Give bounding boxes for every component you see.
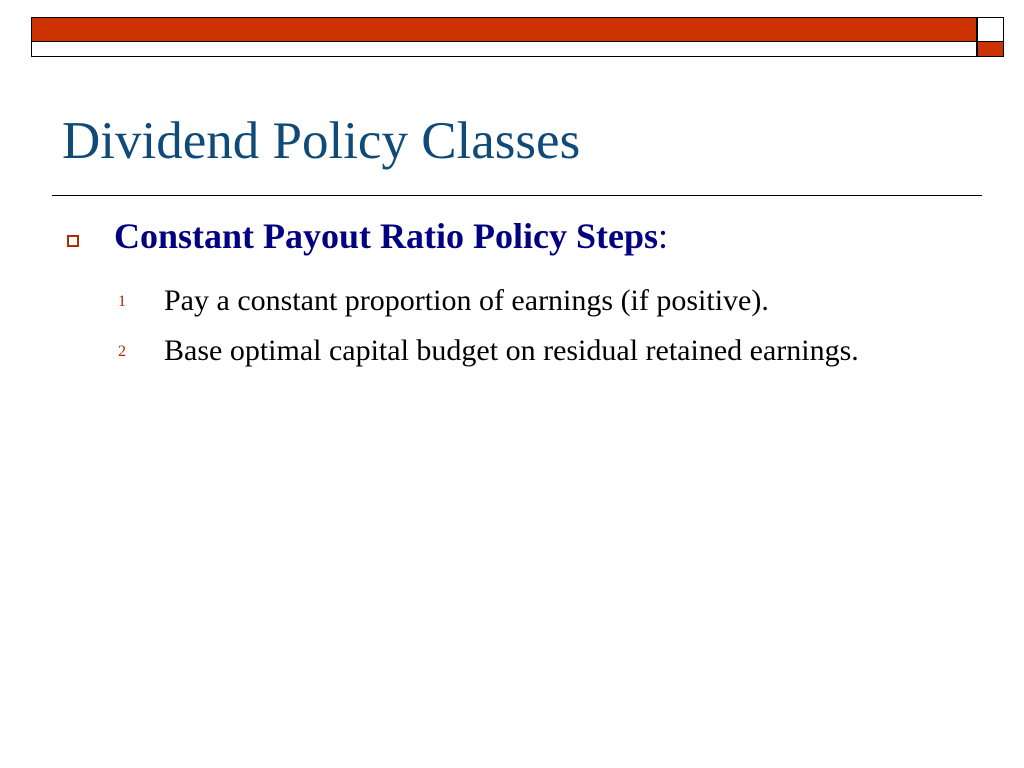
step-text: Pay a constant proportion of earnings (if positive). bbox=[164, 284, 769, 317]
bullet-heading-label: Constant Payout Ratio Policy Steps bbox=[114, 216, 659, 256]
corner-red-stripe bbox=[978, 41, 1003, 56]
step-number: 1 bbox=[118, 293, 126, 310]
step-number: 2 bbox=[118, 342, 126, 360]
hollow-square-bullet-icon bbox=[67, 235, 79, 247]
bullet-heading-colon: : bbox=[658, 216, 669, 256]
title-divider bbox=[52, 195, 982, 196]
list-item bbox=[118, 281, 948, 321]
top-decorative-bar bbox=[31, 17, 977, 57]
slide-title: Dividend Policy Classes bbox=[62, 112, 581, 170]
bullet-heading bbox=[114, 215, 668, 258]
list-item bbox=[118, 331, 948, 371]
step-text: Base optimal capital budget on residual retained earnings. bbox=[164, 333, 859, 367]
corner-decorative-block bbox=[977, 17, 1004, 57]
top-bar-red-stripe bbox=[32, 18, 976, 42]
steps-list bbox=[118, 281, 948, 380]
